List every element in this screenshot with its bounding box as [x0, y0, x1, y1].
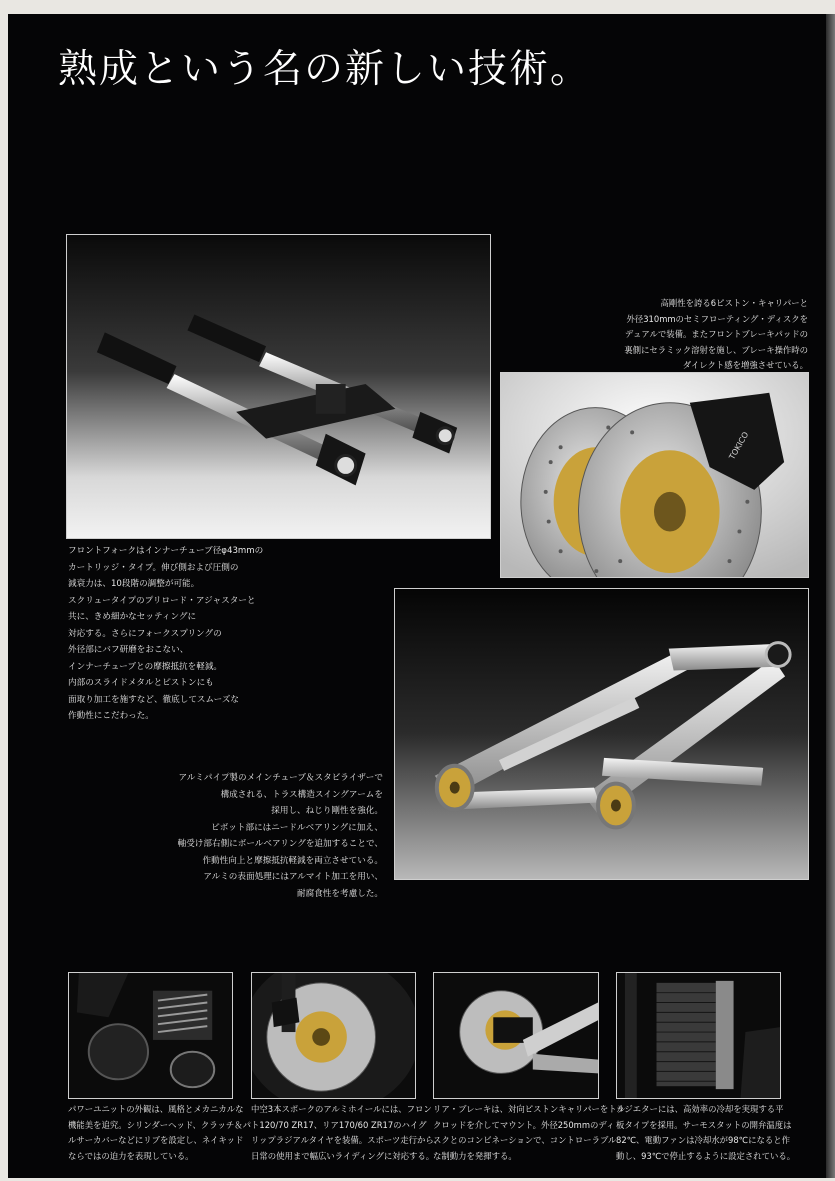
swingarm-photo [394, 588, 809, 880]
engine-caption: パワーユニットの外観は、風格とメカニカルな 機能美を追究。シリンダーヘッド、クラッチ＆パ ルサーカバーなどにリブを設定し、ネイキッド ならではの迫力を表現している。 [68, 1104, 251, 1161]
engine-photo [68, 972, 233, 1099]
radiator-caption: ラジエターには、高効率の冷却を実現する平 板タイプを採用。サーモスタットの開弁温度は 82℃、電動ファンは冷却水が98℃になると作 動し、93℃で停止するように設定されている。 [616, 1104, 796, 1161]
caliper-brand: TOKICO [727, 430, 751, 462]
rear-brake-photo [433, 972, 599, 1099]
front-fork-caption: フロントフォークはインナーチューブ径φ43mmの カートリッジ・タイプ。伸び側および圧側の 減衰力は、10段階の調整が可能。 スクリュータイプのプリロード・アジャスターと 共に、きめ細かなセッティングに 対応する。さらにフォークスプリングの 外径部にバフ研磨をおこない、 インナーチューブとの摩擦抵抗を軽減。 内部のスライドメタルとピストンにも 面取り加工を施すなど、徹底してスムーズな 作動性にこだわった。 [68, 546, 264, 721]
swingarm-caption: アルミパイプ製のメインチューブ＆スタビライザーで 構成される、トラス構造スイングアームを 採用し、ねじり剛性を強化。 ピボット部にはニードルベアリングに加え、 軸受け部右側にボールベアリングを追加することで、 作動性向上と摩擦抵抗軽減を両立させている。 アルミの表面処理にはアルマイト加工を用い、 耐腐食性を考慮した。 [177, 773, 383, 899]
rear-brake-caption: リア・ブレーキは、対向ピストンキャリパーをトル クロッドを介してマウント。外径250mmのディ スクとのコンビネーションで、コントローラブル な制動力を発揮する。 [433, 1104, 626, 1161]
headline: 熟成という名の新しい技術。 [58, 47, 592, 92]
radiator-photo [616, 972, 781, 1099]
brake-disc-photo [500, 372, 809, 578]
wheel-photo [251, 972, 416, 1099]
wheel-caption: 中空3本スポークのアルミホイールには、フロン ト120/70 ZR17、リア170/60 ZR17のハイグ リップラジアルタイヤを装備。スポーツ走行から、 日常の使用まで幅広いライディングに対応する。 [251, 1104, 443, 1161]
page-edge [826, 14, 835, 1178]
front-fork-photo [66, 234, 491, 539]
brake-caption: 高剛性を誇る6ピストン・キャリパーと 外径310mmのセミフローティング・ディスクを デュアルで装備。またフロントブレーキパッドの 裏側にセラミック溶射を施し、ブレーキ操作時の ダイレクト感を増強させている。 [624, 298, 808, 370]
